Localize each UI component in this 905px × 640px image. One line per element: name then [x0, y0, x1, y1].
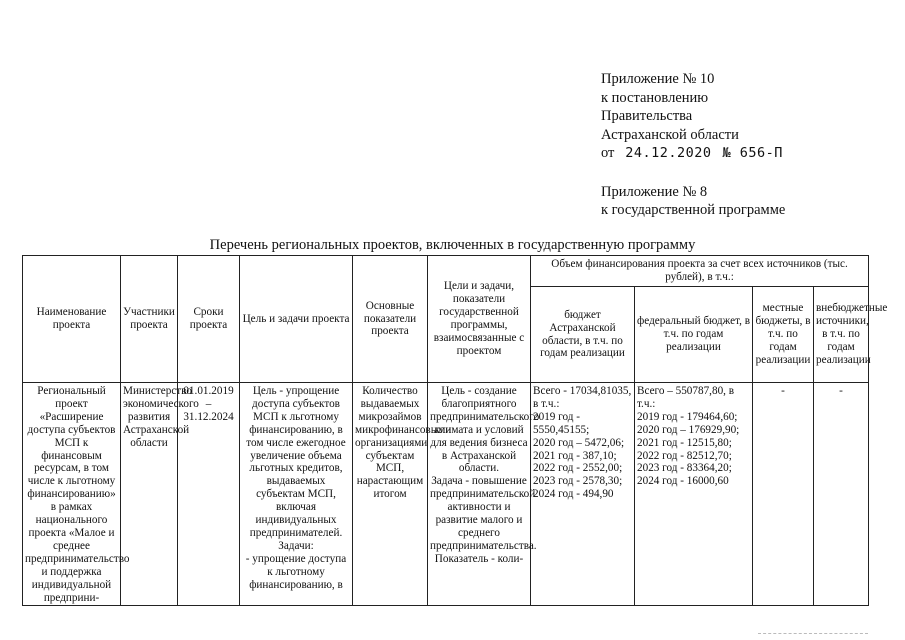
regional-2022: 2022 год - 2552,00;: [533, 462, 623, 475]
federal-total: Всего – 550787,80, в т.ч.:: [637, 385, 735, 410]
cell-local-budgets: -: [753, 383, 814, 606]
table-row: [23, 383, 869, 606]
regional-2019: 2019 год - 5550,45155;: [533, 410, 590, 436]
federal-2019: 2019 год - 179464,60;: [637, 410, 738, 423]
federal-2020: 2020 год – 176929,90;: [637, 423, 740, 436]
regional-2021: 2021 год - 387,10;: [533, 449, 617, 462]
program-task: Задача - повышение предпринимательской активности и развитие малого и среднего предпринимательства.: [430, 475, 537, 552]
resolution-date: 24.12.2020: [625, 145, 712, 161]
appendix-header: [601, 70, 785, 220]
program-indicator: Показатель - коли-: [434, 552, 524, 565]
term-dash: –: [205, 397, 212, 410]
cell-indicator: Количество выдаваемых микрозаймов микрофинансовыми организациями субъектам МСП, нарастающим итогом: [353, 383, 428, 606]
federal-2023: 2023 год - 83364,20;: [637, 462, 732, 475]
cell-regional-budget: [531, 383, 635, 606]
header-extra-sources: внебюджетные источники, в т.ч. по годам реализации: [814, 287, 869, 383]
header-name: Наименование проекта: [23, 256, 121, 383]
tasks-label: Задачи:: [278, 539, 314, 552]
appendix-date-line: [601, 144, 785, 163]
federal-2021: 2021 год - 12515,80;: [637, 436, 732, 449]
term-start: 01.01.2019: [183, 385, 234, 397]
projects-table: [22, 255, 888, 606]
appendix-region: Астраханской области: [601, 126, 739, 143]
appendix-resolution-ref: к постановлению: [601, 89, 709, 106]
regional-total: Всего - 17034,81035, в т.ч.:: [533, 385, 632, 410]
regional-2024: 2024 год - 494,90: [533, 488, 614, 501]
federal-2022: 2022 год - 82512,70;: [637, 449, 732, 462]
cell-program-goals: [428, 383, 540, 606]
header-local-budgets: местные бюджеты, в т.ч. по годам реализации: [753, 287, 814, 383]
header-regional-budget: бюджет Астраханской области, в т.ч. по годам реализации: [531, 287, 635, 383]
cell-terms: [178, 383, 240, 606]
footer-divider: [758, 633, 868, 634]
document-title: Перечень региональных проектов, включенных в государственную программу: [209, 237, 696, 253]
federal-2024: 2024 год - 16000,60: [637, 475, 729, 488]
header-participants: Участники проекта: [121, 256, 178, 383]
term-end: 31.12.2024: [183, 410, 234, 423]
appendix-number: Приложение № 10: [601, 71, 715, 87]
cell-extra-sources: -: [814, 383, 869, 606]
header-row-1: [23, 256, 869, 287]
appendix8-number: Приложение № 8: [601, 183, 708, 200]
header-goals: Цель и задачи проекта: [240, 256, 353, 383]
header-indicators: Основные показатели проекта: [353, 256, 428, 383]
project-goal: Цель - упрощение доступа субъектов МСП к льготному финансированию, в том числе ежегодное увеличение объема льготных кредитов, выдаваемых субъектам МСП, включая индивидуальных предпринимателей.: [246, 385, 346, 539]
header-program-goals: Цели и задачи, показатели государственной программы, взаимосвязанные с проектом: [428, 256, 531, 383]
header-financing: Объем финансирования проекта за счет всех источников (тыс. рублей), в т.ч.:: [531, 256, 869, 287]
cell-participant: Министерство экономического развития Астраханской области: [121, 383, 178, 606]
cell-project-name: Региональный проект «Расширение доступа субъектов МСП к финансовым ресурсам, в том числе к льготному финансированию» в рамках национального проекта «Малое и среднее предпринимательство и поддержка индивидуальной предприни-: [23, 383, 121, 606]
cell-federal-budget: [635, 383, 753, 606]
date-prefix: от: [601, 145, 615, 161]
regional-2020: 2020 год – 5472,06;: [533, 436, 625, 449]
program-goal: Цель - создание благоприятного предпринимательского климата и условий для ведения бизнеса в Астраханской области.: [430, 385, 540, 475]
regional-2023: 2023 год - 2578,30;: [533, 475, 623, 488]
header-federal-budget: федеральный бюджет, в т.ч. по годам реализации: [635, 287, 753, 383]
cell-goals: [240, 383, 353, 606]
appendix-government: Правительства: [601, 108, 693, 124]
appendix8-program-ref: к государственной программе: [601, 202, 786, 218]
header-terms: Сроки проекта: [178, 256, 240, 383]
resolution-number: № 656-П: [722, 145, 783, 161]
project-tasks: - упрощение доступа к льготному финансированию, в: [245, 552, 347, 591]
